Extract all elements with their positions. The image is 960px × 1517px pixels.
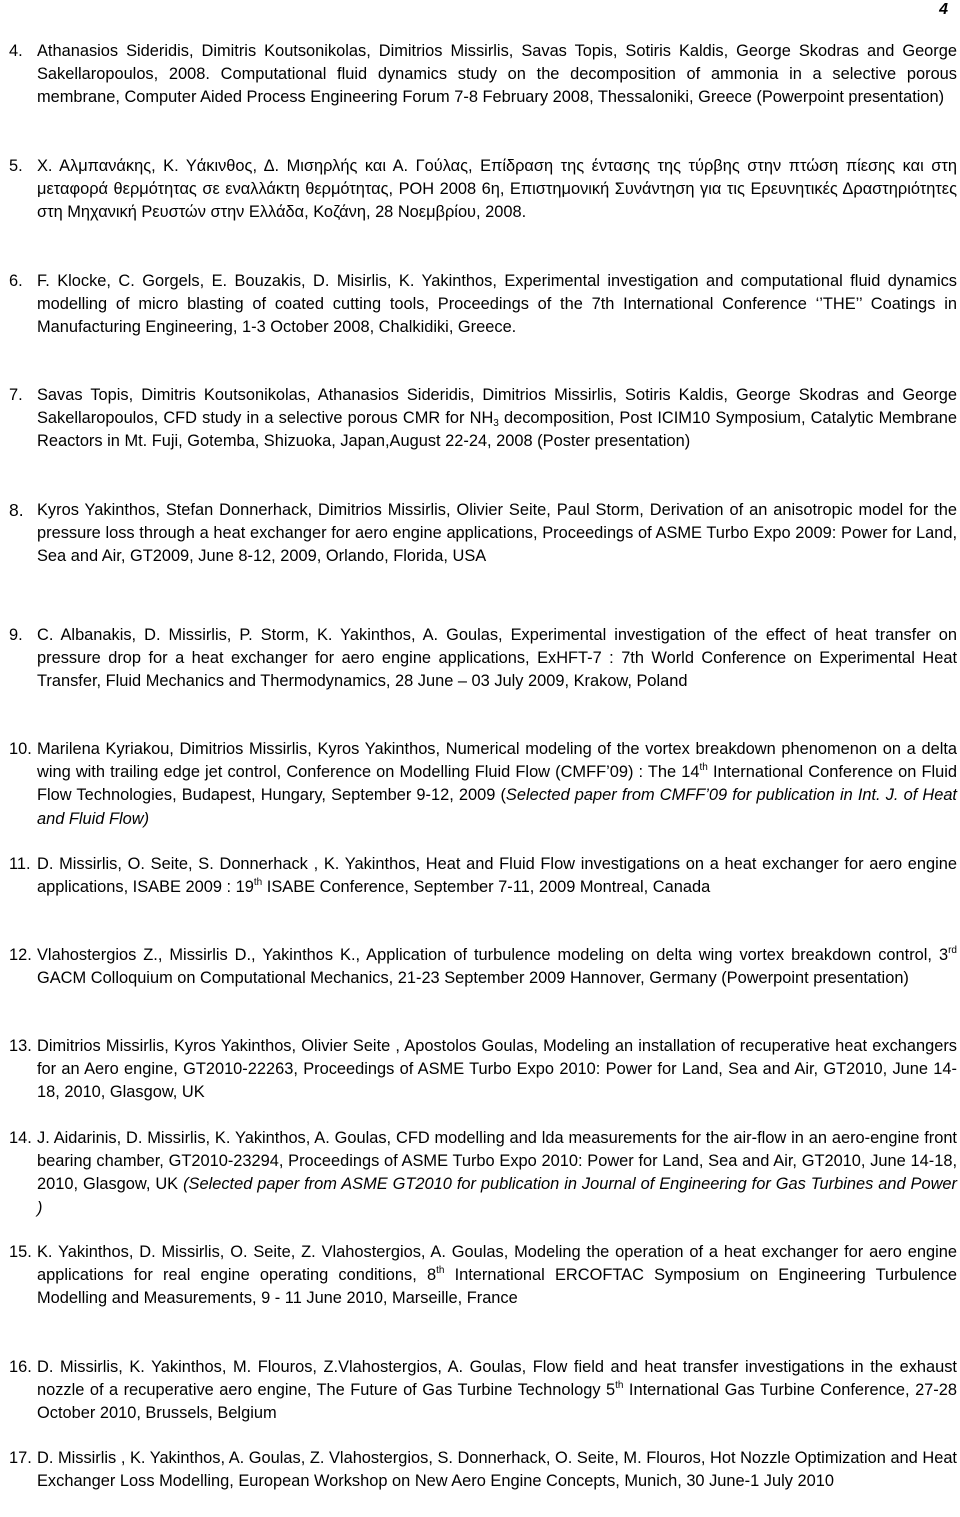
reference-segment: Athanasios Sideridis, Dimitris Koutsonikolas, Dimitrios Missirlis, Savas Topis, Sotiris Kaldis, George Skodras and George Sakellaropoulos, 2008. Computational fluid dynamics study on the decomposition of ammonia in a selective porous membrane, Computer Aided Process Engineering Forum 7-8 February 2008, Thessaloniki, Greece (Powerpoint presentation) xyxy=(37,42,957,107)
reference-segment: Vlahostergios Z., Missirlis D., Yakinthos K., Application of turbulence modeling on delta wing vortex breakdown control, 3 xyxy=(37,946,949,964)
reference-text xyxy=(37,1447,957,1493)
page-number: 4 xyxy=(939,1,948,18)
reference-number: 5. xyxy=(9,157,23,175)
reference-segment: D. Missirlis, O. Seite, S. Donnerhack , K. Yakinthos, Heat and Fluid Flow investigations on a heat exchanger for aero engine applications, ISABE 2009 : 19 xyxy=(37,855,957,897)
reference-text xyxy=(37,738,957,831)
reference-segment: th xyxy=(253,877,263,889)
reference-segment: Kyros Yakinthos, Stefan Donnerhack, Dimitrios Missirlis, Olivier Seite, Paul Storm, Derivation of an anisotropic model for the pressure loss through a heat exchanger for aero engine applications, Proceedings of ASME Turbo Expo 2009: Power for Land, Sea and Air, GT2009, June 8-12, 2009, Orlando, Florida, USA xyxy=(37,501,957,566)
reference-segment: (Selected paper from ASME GT2010 for publication in Journal of Engineering for Gas Turbines and Power ) xyxy=(37,1175,958,1217)
reference-segment: J. Aidarinis, D. Missirlis, K. Yakinthos, A. Goulas, CFD modelling and lda measurements for the air-flow in an aero-engine front bearing chamber, GT2010-23294, Proceedings of ASME Turbo Expo 2010: Power for Land, Sea and Air, GT2010, June 14-18, 2010, Glasgow, UK xyxy=(37,1129,957,1194)
reference-segment: Savas Topis, Dimitris Koutsonikolas, Athanasios Sideridis, Dimitrios Missirlis, Sotiris Kaldis, George Skodras and George Sakellaropoulos, CFD study in a selective porous CMR for NH xyxy=(37,386,957,428)
reference-number: 11. xyxy=(9,855,31,873)
reference-text xyxy=(37,1356,957,1426)
reference-text xyxy=(37,384,957,454)
reference-segment: th xyxy=(436,1265,445,1277)
reference-text xyxy=(37,944,957,990)
reference-segment: D. Missirlis , K. Yakinthos, A. Goulas, Z. Vlahostergios, S. Donnerhack, O. Seite, M. Flouros, Hot Nozzle Optimization and Heat Exchanger Loss Modelling, European Workshop on New Aero Engine Concepts, Munich, 30 June-1 July 2010 xyxy=(37,1449,957,1491)
reference-segment: D. Missirlis, K. Yakinthos, M. Flouros, Z.Vlahostergios, A. Goulas, Flow field and heat transfer investigations in the exhaust nozzle of a recuperative aero engine, The Future of Gas Turbine Technology 5 xyxy=(37,1358,957,1400)
reference-segment: 3 xyxy=(493,418,499,430)
reference-number: 9. xyxy=(9,626,23,644)
reference-segment: C. Albanakis, D. Missirlis, P. Storm, K. Yakinthos, A. Goulas, Experimental investigation of the effect of heat transfer on pressure drop for a heat exchanger for aero engine applications, ExHFT-7 : 7th World Conference on Experimental Heat Transfer, Fluid Mechanics and Thermodynamics, 28 June – 03 July 2009, Krakow, Poland xyxy=(37,626,957,691)
reference-number: 10. xyxy=(9,740,32,758)
reference-segment: GACM Colloquium on Computational Mechanics, 21-23 September 2009 Hannover, Germany (Powerpoint presentation) xyxy=(37,969,909,988)
reference-number: 15. xyxy=(9,1243,32,1261)
reference-number: 17. xyxy=(9,1449,32,1467)
reference-number: 13. xyxy=(9,1037,32,1055)
reference-segment: F. Klocke, C. Gorgels, E. Bouzakis, D. Misirlis, K. Yakinthos, Experimental investigation and computational fluid dynamics modelling of micro blasting of coated cutting tools, Proceedings of the 7th International Conference ‘’THE’’ Coatings in Manufacturing Engineering, 1-3 October 2008, Chalkidiki, Greece. xyxy=(37,272,957,337)
reference-number: 14. xyxy=(9,1129,32,1147)
reference-segment: decomposition, Post ICIM10 Symposium, Catalytic Membrane Reactors in Mt. Fuji, Gotemba, Shizuoka, Japan,August 22-24, 2008 (Poster presentation) xyxy=(37,409,958,451)
reference-text xyxy=(37,1035,957,1105)
reference-segment: Marilena Kyriakou, Dimitrios Missirlis, Kyros Yakinthos, Numerical modeling of the vortex breakdown phenomenon on a delta wing with trailing edge jet control, Conference on Modelling Fluid Flow (CMFF’09) : The 14 xyxy=(37,740,957,782)
reference-text xyxy=(37,40,957,110)
reference-segment: th xyxy=(699,762,708,774)
reference-segment: Χ. Αλμπανάκης, Κ. Υάκινθος, Δ. Μισηρλής και Α. Γούλας, Επίδραση της έντασης της τύρβης στην πτώση πίεσης και στη μεταφορά θερμότητας σε εναλλάκτη θερμότητας, ΡΟΗ 2008 6η, Επιστημονική Συνάντηση για τις Ερευνητικές Δραστηριότητες στη Μηχανική Ρευστών στην Ελλάδα, Κοζάνη, 28 Νοεμβρίου, 2008. xyxy=(37,157,957,222)
reference-text xyxy=(37,499,957,569)
reference-text xyxy=(37,1241,957,1311)
reference-segment: ISABE Conference, September 7-11, 2009 Montreal, Canada xyxy=(262,878,711,897)
reference-segment: International Gas Turbine Conference, 27-28 October 2010, Brussels, Belgium xyxy=(37,1381,957,1423)
reference-text xyxy=(37,1127,957,1220)
reference-text xyxy=(37,624,957,694)
reference-text xyxy=(37,853,957,899)
reference-number: 7. xyxy=(9,386,23,404)
reference-segment: International Conference on Fluid Flow Technologies, Budapest, Hungary, September 9-12, 2009 ( xyxy=(37,763,957,805)
reference-number: 12. xyxy=(9,946,32,964)
reference-text xyxy=(37,270,957,340)
reference-segment: Selected paper from CMFF’09 for publication in Int. J. of Heat and Fluid Flow) xyxy=(37,786,957,828)
reference-segment: Dimitrios Missirlis, Kyros Yakinthos, Olivier Seite , Apostolos Goulas, Modeling an installation of recuperative heat exchangers for an Aero engine, GT2010-22263, Proceedings of ASME Turbo Expo 2010: Power for Land, Sea and Air, GT2010, June 14-18, 2010, Glasgow, UK xyxy=(37,1037,957,1102)
reference-text xyxy=(37,155,957,225)
reference-segment: International ERCOFTAC Symposium on Engineering Turbulence Modelling and Measurements, 9 - 11 June 2010, Marseille, France xyxy=(37,1266,957,1308)
reference-number: 8. xyxy=(9,500,24,520)
reference-segment: rd xyxy=(948,945,957,956)
reference-segment: th xyxy=(615,1380,624,1392)
reference-number: 4. xyxy=(9,42,23,60)
reference-number: 6. xyxy=(9,272,23,290)
reference-number: 16. xyxy=(9,1358,32,1376)
reference-segment: K. Yakinthos, D. Missirlis, O. Seite, Z. Vlahostergios, A. Goulas, Modeling the operation of a heat exchanger for aero engine applications for real engine operating conditions, 8 xyxy=(37,1243,957,1285)
